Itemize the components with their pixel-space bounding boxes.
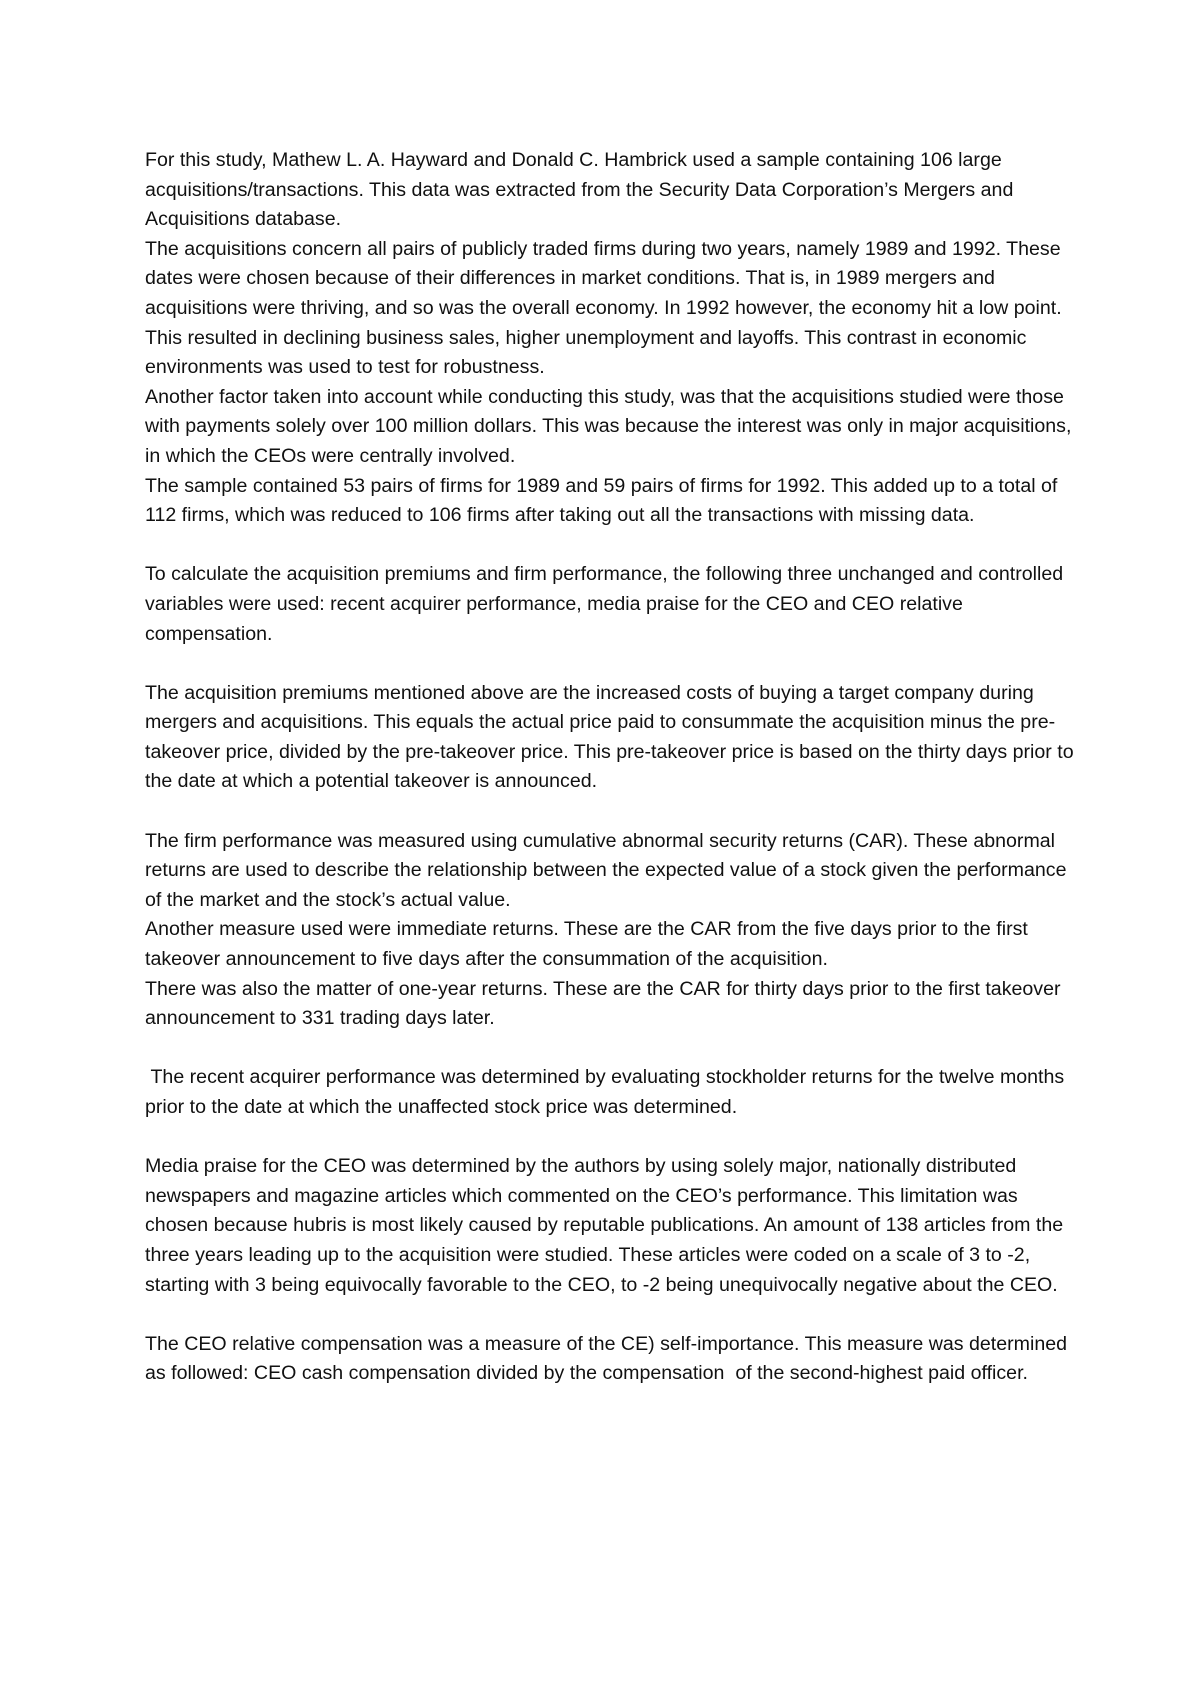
paragraph-acquisition-years: The acquisitions concern all pairs of publicly traded firms during two years, namely 1989 and 1992. These dates were chosen because of their differences in market conditions. That is, in 1989 mergers and acquisitions were thriving, and so was the overall economy. In 1992 however, the economy hit a low point. This resulted in declining business sales, higher unemployment and layoffs. This contrast in economic environments was used to test for robustness. (145, 237, 1062, 379)
paragraph-immediate-returns: Another measure used were immediate returns. These are the CAR from the five days prior to the first takeover announcement to five days after the consummation of the acquisition. (145, 918, 1028, 971)
paragraph-acquirer-performance: The recent acquirer performance was determined by evaluating stockholder returns for the twelve months prior to the date at which the unaffected stock price was determined. (145, 1066, 1070, 1118)
paragraph-one-year-returns: There was also the matter of one-year returns. These are the CAR for thirty days prior to the first takeover announcement to 331 trading days later. (145, 977, 1061, 1030)
document-body (145, 146, 1075, 1389)
paragraph-payment-threshold: Another factor taken into account while conducting this study, was that the acquisitions studied were those with payments solely over 100 million dollars. This was because the interest was only in major acquisitions, in which the CEOs were centrally involved. (145, 385, 1072, 467)
paragraph-sample-size: The sample contained 53 pairs of firms for 1989 and 59 pairs of firms for 1992. This added up to a total of 112 firms, which was reduced to 106 firms after taking out all the transactions with missing data. (145, 474, 1058, 527)
paragraph-firm-performance: The firm performance was measured using cumulative abnormal security returns (CAR). These abnormal returns are used to describe the relationship between the expected value of a stock given the performance of the market and the stock’s actual value. (145, 829, 1067, 911)
paragraph-acquisition-premiums: The acquisition premiums mentioned above are the increased costs of buying a target company during mergers and acquisitions. This equals the actual price paid to consummate the acquisition minus the pre-takeover price, divided by the pre-takeover price. This pre-takeover price is based on the thirty days prior to the date at which a potential takeover is announced. (145, 681, 1074, 793)
paragraph-media-praise: Media praise for the CEO was determined by the authors by using solely major, nationally distributed newspapers and magazine articles which commented on the CEO’s performance. This limitation was chosen because hubris is most likely caused by reputable publications. An amount of 138 articles from the three years leading up to the acquisition were studied. These articles were coded on a scale of 3 to -2, starting with 3 being equivocally favorable to the CEO, to -2 being unequivocally negative about the CEO. (145, 1155, 1064, 1296)
paragraph-study-sample: For this study, Mathew L. A. Hayward and Donald C. Hambrick used a sample containing 106 large acquisitions/transactions. This data was extracted from the Security Data Corporation’s Mergers and Acquisitions database. (145, 149, 1014, 231)
paragraph-variables: To calculate the acquisition premiums and firm performance, the following three unchanged and controlled variables were used: recent acquirer performance, media praise for the CEO and CEO relative compensation. (145, 563, 1064, 645)
paragraph-ceo-compensation: The CEO relative compensation was a measure of the CE) self-importance. This measure was determined as followed: CEO cash compensation divided by the compensation of the second-highest paid officer. (145, 1332, 1073, 1385)
